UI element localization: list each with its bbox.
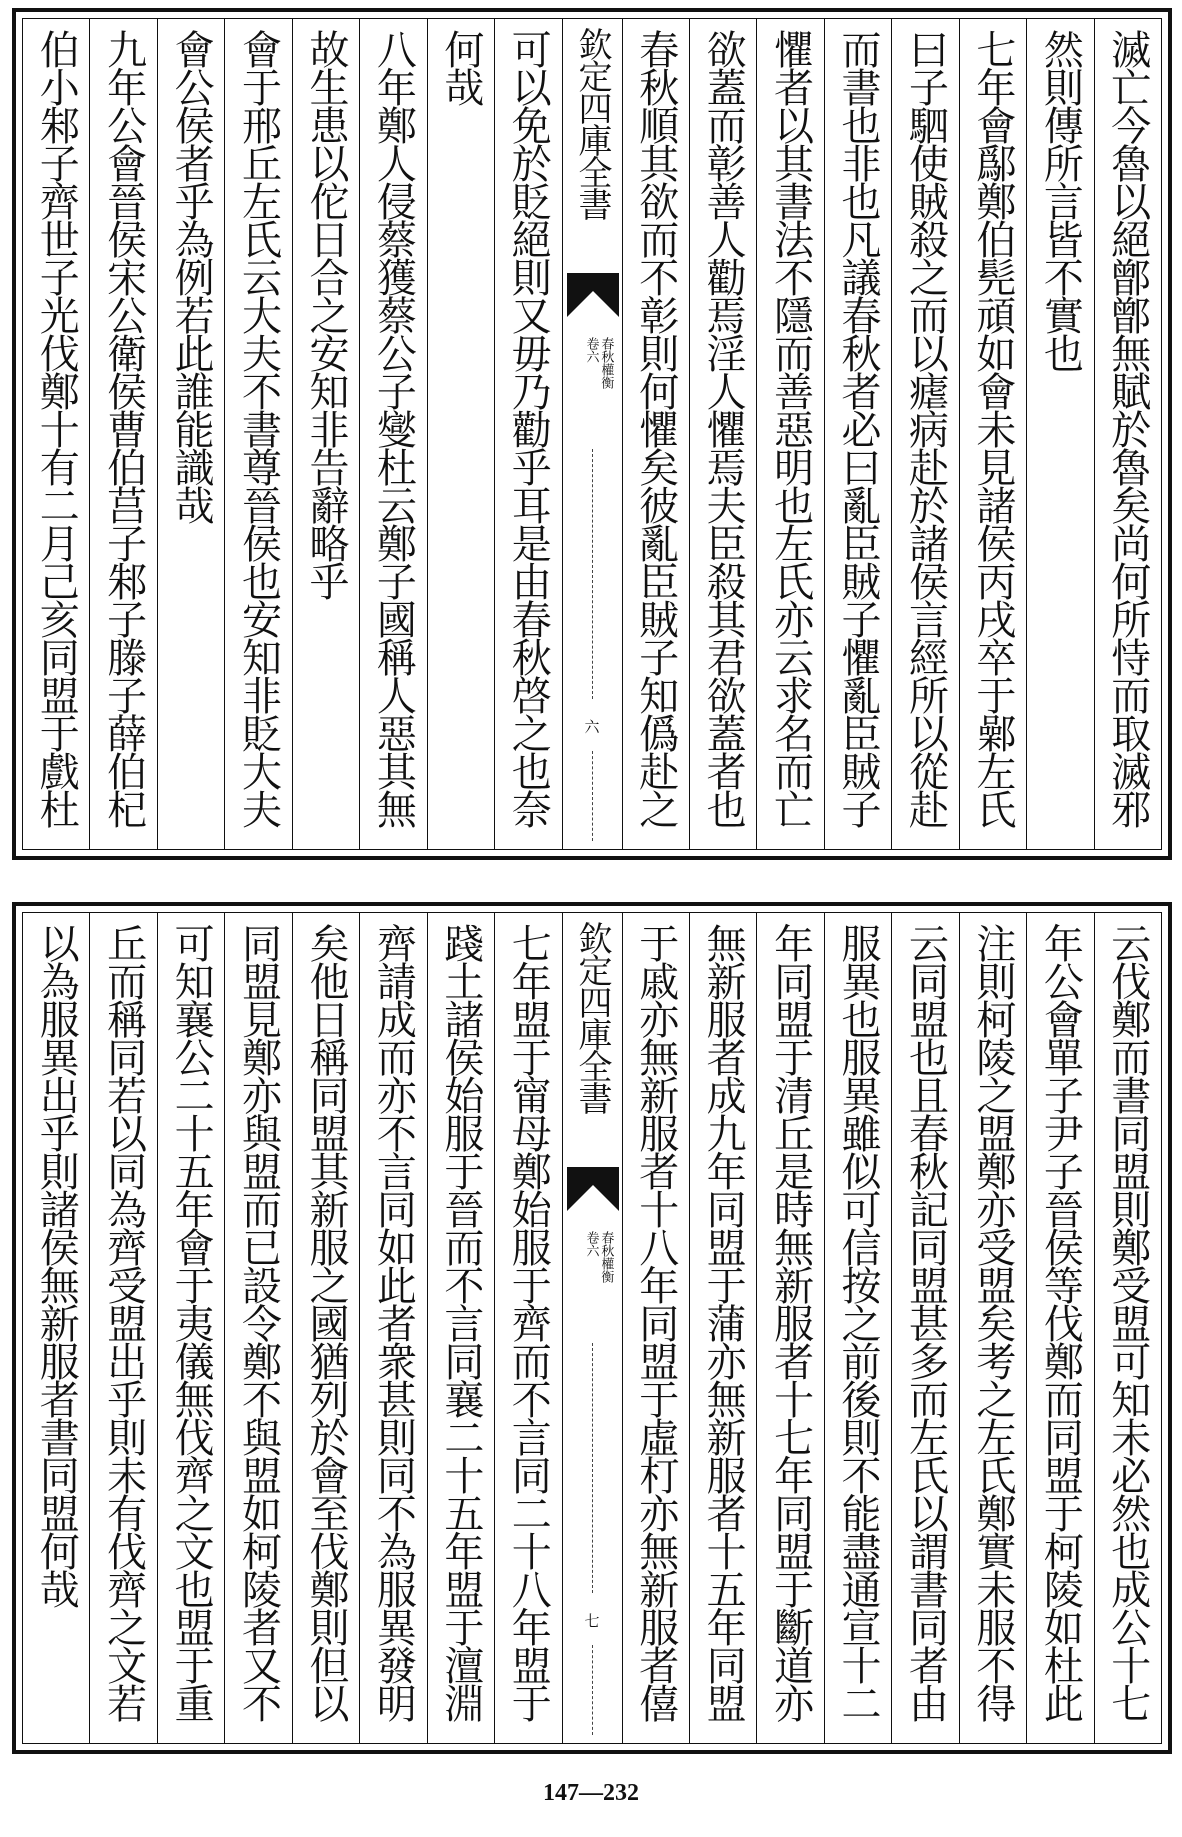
text-column: 然則傳所言皆不實也	[1026, 19, 1093, 849]
text-column: 年同盟于清丘是時無新服者十七年同盟于斷道亦	[756, 913, 823, 1743]
scan-page-reference: 147—232	[543, 1780, 639, 1806]
text-column: 會公侯者乎為例若此誰能識哉	[157, 19, 224, 849]
bottom-page-frame	[22, 912, 1162, 1744]
page-number: 七	[584, 1612, 600, 1630]
text-column: 曰子駟使賊殺之而以瘧病赴於諸侯言經所以從赴	[891, 19, 958, 849]
text-column: 欲蓋而彰善人勸焉淫人懼焉夫臣殺其君欲蓋者也	[689, 19, 756, 849]
volume-label	[583, 337, 613, 389]
text-column: 踐土諸侯始服于晉而不言同襄二十五年盟于澶淵	[427, 913, 494, 1743]
fold-line	[592, 1645, 593, 1735]
text-column: 年公會單子尹子晉侯等伐鄭而同盟于柯陵如杜此	[1026, 913, 1093, 1743]
top-page	[12, 8, 1172, 860]
center-fold	[562, 19, 622, 849]
book-subtitle: 春秋權衡	[598, 1231, 614, 1283]
book-subtitle: 春秋權衡	[598, 337, 614, 389]
text-column: 丘而稱同若以同為齊受盟出乎則未有伐齊之文若	[89, 913, 156, 1743]
text-column: 于戚亦無新服者十八年同盟于虛朾亦無新服者僖	[622, 913, 689, 1743]
text-column: 何哉	[427, 19, 494, 849]
text-column: 云同盟也且春秋記同盟甚多而左氏以謂書同者由	[891, 913, 958, 1743]
volume-label	[583, 1231, 613, 1283]
text-column: 同盟見鄭亦與盟而已設令鄭不與盟如柯陵者又不	[224, 913, 291, 1743]
text-column: 七年盟于甯母鄭始服于齊而不言同二十八年盟于	[494, 913, 561, 1743]
fishtail-mark-icon	[567, 1167, 619, 1211]
volume-number: 卷六	[583, 1231, 599, 1257]
center-fold	[562, 913, 622, 1743]
text-column: 以為服異出乎則諸侯無新服者書同盟何哉	[33, 923, 80, 1607]
volume-number: 卷六	[583, 337, 599, 363]
top-page-frame	[22, 18, 1162, 850]
text-column: 八年鄭人侵蔡獲蔡公子燮杜云鄭子國稱人惡其無	[359, 19, 426, 849]
text-column: 春秋順其欲而不彰則何懼矣彼亂臣賊子知僞赴之	[622, 19, 689, 849]
page-number: 六	[584, 718, 600, 736]
text-column: 而書也非也凡議春秋者必曰亂臣賊子懼亂臣賊子	[824, 19, 891, 849]
fold-line	[592, 751, 593, 841]
text-column: 可知襄公二十五年會于夷儀無伐齊之文也盟于重	[157, 913, 224, 1743]
text-column: 七年會鄬鄭伯髡頑如會未見諸侯丙戌卒于鄵左氏	[959, 19, 1026, 849]
fold-line	[592, 449, 593, 699]
text-column: 矣他日稱同盟其新服之國猶列於會至伐鄭則但以	[292, 913, 359, 1743]
text-column: 無新服者成九年同盟于蒲亦無新服者十五年同盟	[689, 913, 756, 1743]
text-column: 會于邢丘左氏云大夫不書尊晉侯也安知非貶大夫	[224, 19, 291, 849]
text-column: 故生患以佗日合之安知非告辭略乎	[292, 19, 359, 849]
text-column: 懼者以其書法不隱而善惡明也左氏亦云求名而亡	[756, 19, 823, 849]
text-column: 滅亡今魯以絕鄫鄫無賦於魯矣尚何所恃而取滅邪	[1094, 19, 1161, 849]
text-column: 云伐鄭而書同盟則鄭受盟可知未必然也成公十七	[1094, 913, 1161, 1743]
fold-line	[592, 1343, 593, 1593]
text-column: 齊請成而亦不言同如此者衆甚則同不為服異發明	[359, 913, 426, 1743]
book-title: 欽定四庫全書	[572, 27, 612, 219]
text-column: 服異也服異雖似可信按之前後則不能盡通宣十二	[824, 913, 891, 1743]
book-title: 欽定四庫全書	[572, 921, 612, 1113]
text-column: 注則柯陵之盟鄭亦受盟矣考之左氏鄭實未服不得	[959, 913, 1026, 1743]
bottom-page	[12, 902, 1172, 1754]
text-column: 可以免於貶絕則又毋乃勸乎耳是由春秋啓之也奈	[494, 19, 561, 849]
fishtail-mark-icon	[567, 273, 619, 317]
text-column: 九年公會晉侯宋公衛侯曹伯莒子邾子滕子薛伯杞	[89, 19, 156, 849]
text-column: 伯小邾子齊世子光伐鄭十有二月己亥同盟于戲杜	[33, 29, 80, 827]
